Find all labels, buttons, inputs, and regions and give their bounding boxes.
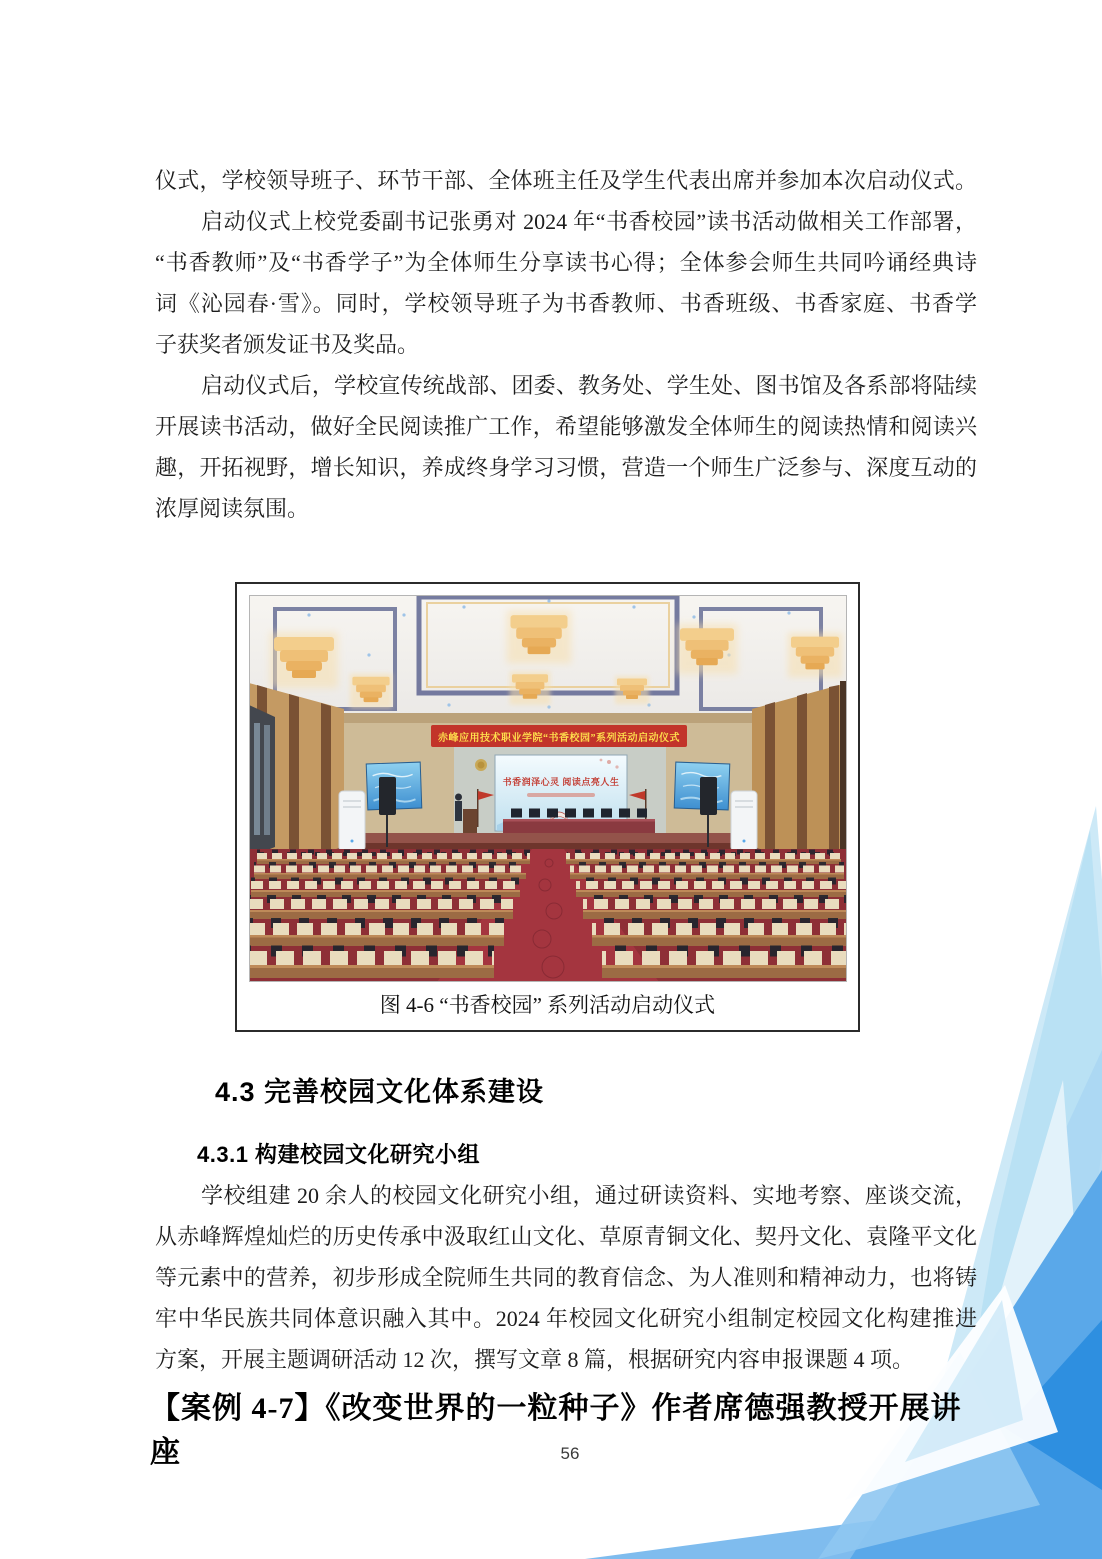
body-text-line: 启动仪式上校党委副书记张勇对 2024 年“书香校园”读书活动做相关工作部署， bbox=[201, 209, 977, 234]
subsection-heading-4-3-1: 4.3.1 构建校园文化研究小组 bbox=[197, 1142, 481, 1167]
body-text-line: 子获奖者颁发证书及奖品。 bbox=[155, 332, 420, 357]
section-heading-4-3: 4.3 完善校园文化体系建设 bbox=[215, 1077, 545, 1107]
body-text-line: “书香教师”及“书香学子”为全体师生分享读书心得；全体参会师生共同吟诵经典诗 bbox=[155, 250, 977, 275]
figure-caption: 图 4-6 “书香校园” 系列活动启动仪式 bbox=[379, 993, 716, 1017]
body-text-line: 启动仪式后，学校宣传统战部、团委、教务处、学生处、图书馆及各系部将陆续 bbox=[201, 373, 977, 398]
body-text-line: 仪式，学校领导班子、环节干部、全体班主任及学生代表出席并参加本次启动仪式。 bbox=[155, 168, 977, 193]
audience-area bbox=[249, 849, 847, 982]
body-text-line: 等元素中的营养，初步形成全院师生共同的教育信念、为人准则和精神动力，也将铸 bbox=[155, 1265, 977, 1290]
body-text-bottom bbox=[155, 1175, 977, 1380]
body-text-line: 学校组建 20 余人的校园文化研究小组，通过研读资料、实地考察、座谈交流， bbox=[201, 1183, 977, 1208]
body-text-line: 方案，开展主题调研活动 12 次，撰写文章 8 篇，根据研究内容申报课题 4 项。 bbox=[155, 1347, 915, 1372]
screen-title-text: 书香润泽心灵 阅读点亮人生 bbox=[502, 777, 619, 787]
body-text-line: 词《沁园春·雪》。同时，学校领导班子为书香教师、书香班级、书香家庭、书香学 bbox=[155, 291, 977, 316]
stage-banner-text: 赤峰应用技术职业学院“书香校园”系列活动启动仪式 bbox=[437, 733, 680, 744]
body-text-line: 开展读书活动，做好全民阅读推广工作，希望能够激发全体师生的阅读热情和阅读兴 bbox=[155, 414, 977, 439]
body-text-line: 牢中华民族共同体意识融入其中。2024 年校园文化研究小组制定校园文化构建推进 bbox=[155, 1306, 977, 1331]
figure-4-6 bbox=[235, 582, 860, 1032]
auditorium-photo bbox=[249, 595, 847, 982]
body-text-line: 从赤峰辉煌灿烂的历史传承中汲取红山文化、草原青铜文化、契丹文化、袁隆平文化 bbox=[155, 1224, 977, 1249]
page-number: 56 bbox=[560, 1444, 580, 1463]
body-text-line: 趣，开拓视野，增长知识，养成终身学习习惯，营造一个师生广泛参与、深度互动的 bbox=[155, 455, 977, 480]
case-heading-4-7: 【案例 4-7】《改变世界的一粒种子》作者席德强教授开展讲座 bbox=[150, 1392, 962, 1469]
body-text-top bbox=[155, 160, 977, 529]
body-text-line: 浓厚阅读氛围。 bbox=[155, 496, 310, 521]
